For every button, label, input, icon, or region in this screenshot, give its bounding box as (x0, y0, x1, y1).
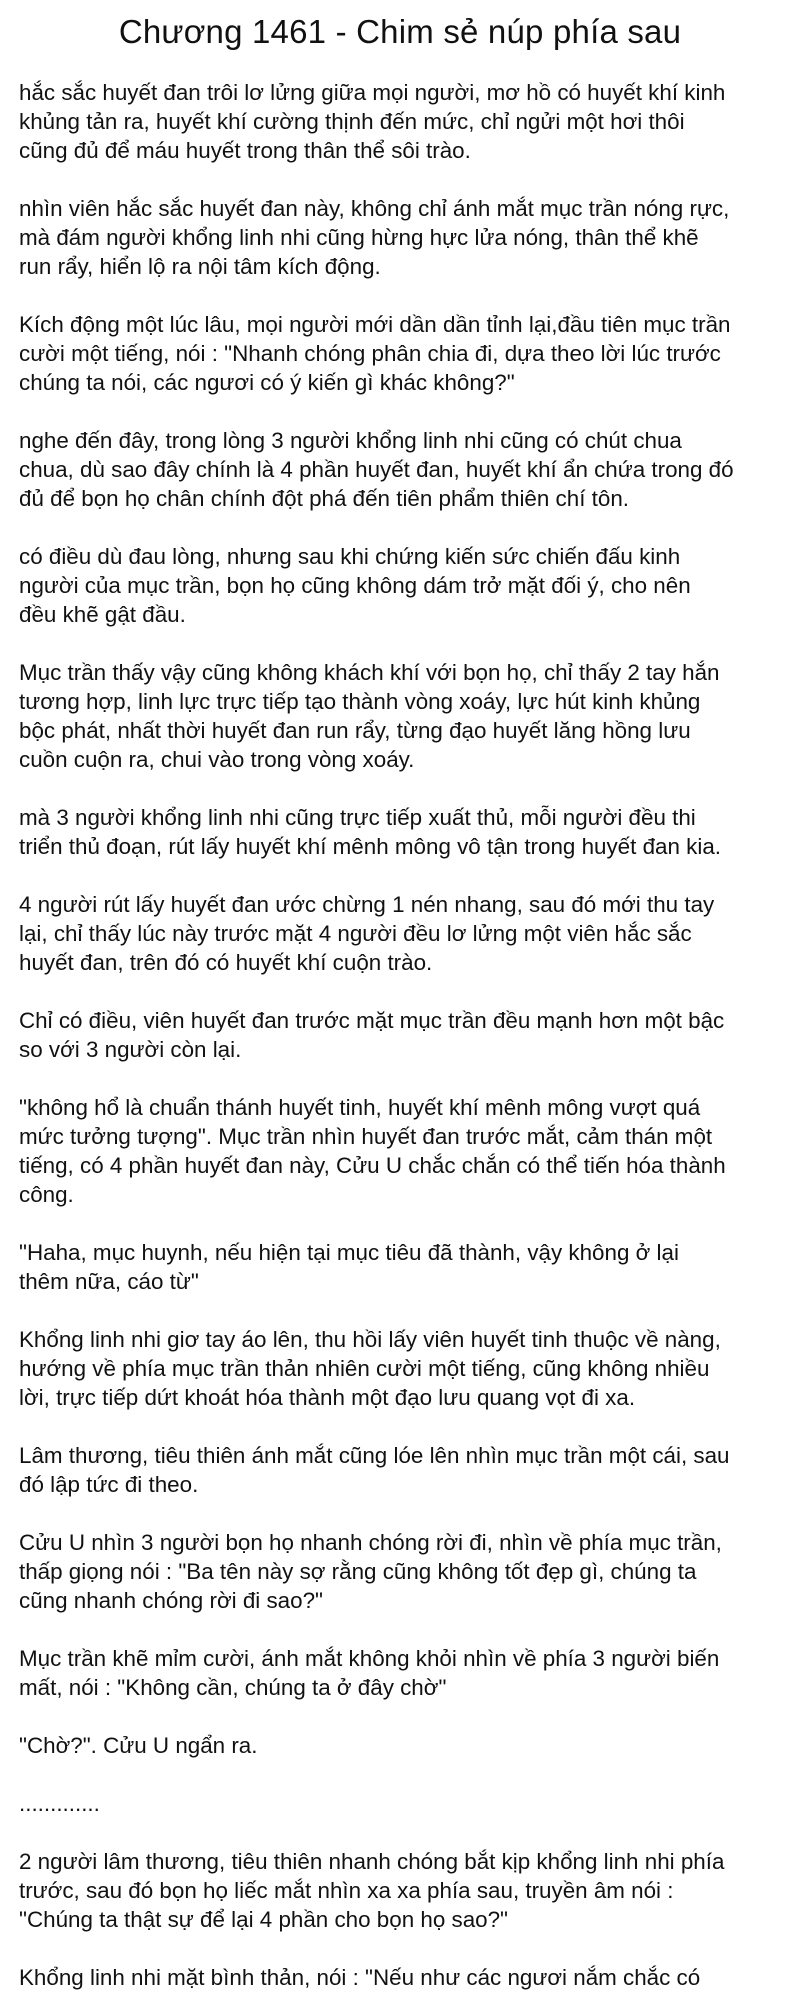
paragraph-line: hắc sắc huyết đan trôi lơ lửng giữa mọi người, mơ hồ có huyết khí kinh (19, 80, 726, 105)
paragraph (19, 1644, 786, 1702)
paragraph (19, 194, 786, 281)
paragraph-line: tiếng, có 4 phần huyết đan này, Cửu U chắc chắn có thể tiến hóa thành (19, 1153, 726, 1178)
paragraph-line: trước, sau đó bọn họ liếc mắt nhìn xa xa phía sau, truyền âm nói : (19, 1878, 674, 1903)
paragraph-line: 2 người lâm thương, tiêu thiên nhanh chóng bắt kịp khổng linh nhi phía (19, 1849, 725, 1874)
paragraph (19, 1963, 786, 1992)
chapter-body (19, 78, 786, 2000)
paragraph-line: có điều dù đau lòng, nhưng sau khi chứng kiến sức chiến đấu kinh (19, 544, 681, 569)
paragraph-line: mà 3 người khổng linh nhi cũng trực tiếp xuất thủ, mỗi người đều thi (19, 805, 696, 830)
paragraph-line: Cửu U nhìn 3 người bọn họ nhanh chóng rời đi, nhìn về phía mục trần, (19, 1530, 722, 1555)
paragraph-line: cười một tiếng, nói : "Nhanh chóng phân chia đi, dựa theo lời lúc trước (19, 341, 721, 366)
paragraph-line: Lâm thương, tiêu thiên ánh mắt cũng lóe lên nhìn mục trần một cái, sau (19, 1443, 730, 1468)
paragraph (19, 1238, 786, 1296)
paragraph (19, 1093, 786, 1209)
paragraph-line: triển thủ đoạn, rút lấy huyết khí mênh mông vô tận trong huyết đan kia. (19, 834, 722, 859)
paragraph (19, 1789, 786, 1818)
paragraph (19, 890, 786, 977)
paragraph-line: bộc phát, nhất thời huyết đan run rẩy, từng đạo huyết lăng hồng lưu (19, 718, 691, 743)
paragraph-line: đó lập tức đi theo. (19, 1472, 199, 1497)
paragraph-line: công. (19, 1182, 74, 1207)
paragraph-line: Khổng linh nhi mặt bình thản, nói : "Nếu như các ngươi nắm chắc có (19, 1965, 701, 1990)
paragraph-line: cũng đủ để máu huyết trong thân thể sôi trào. (19, 138, 471, 163)
paragraph (19, 803, 786, 861)
paragraph (19, 1006, 786, 1064)
paragraph (19, 1528, 786, 1615)
paragraph-line: nhìn viên hắc sắc huyết đan này, không chỉ ánh mắt mục trần nóng rực, (19, 196, 730, 221)
paragraph-line: cuồn cuộn ra, chui vào trong vòng xoáy. (19, 747, 415, 772)
paragraph-line: Chỉ có điều, viên huyết đan trước mặt mục trần đều mạnh hơn một bậc (19, 1008, 725, 1033)
paragraph-line: đều khẽ gật đầu. (19, 602, 186, 627)
paragraph (19, 542, 786, 629)
paragraph-line: ............. (19, 1791, 100, 1816)
paragraph-line: mức tưởng tượng". Mục trần nhìn huyết đan trước mắt, cảm thán một (19, 1124, 713, 1149)
paragraph-line: run rẩy, hiển lộ ra nội tâm kích động. (19, 254, 381, 279)
paragraph-line: Kích động một lúc lâu, mọi người mới dần dần tỉnh lại,đầu tiên mục trần (19, 312, 731, 337)
paragraph-line: lời, trực tiếp dứt khoát hóa thành một đạo lưu quang vọt đi xa. (19, 1385, 636, 1410)
paragraph-line: cũng nhanh chóng rời đi sao?" (19, 1588, 323, 1613)
paragraph-line: "không hổ là chuẩn thánh huyết tinh, huyết khí mênh mông vượt quá (19, 1095, 701, 1120)
paragraph-line: hướng về phía mục trần thản nhiên cười một tiếng, cũng không nhiều (19, 1356, 710, 1381)
paragraph-line: Mục trần thấy vậy cũng không khách khí với bọn họ, chỉ thấy 2 tay hắn (19, 660, 720, 685)
paragraph (19, 1847, 786, 1934)
chapter-title: Chương 1461 - Chim sẻ núp phía sau (118, 13, 682, 50)
paragraph-line: thấp giọng nói : "Ba tên này sợ rằng cũng không tốt đẹp gì, chúng ta (19, 1559, 697, 1584)
paragraph-line: tương hợp, linh lực trực tiếp tạo thành vòng xoáy, lực hút kinh khủng (19, 689, 701, 714)
paragraph-line: 4 người rút lấy huyết đan ước chừng 1 nén nhang, sau đó mới thu tay (19, 892, 715, 917)
paragraph-line: "Haha, mục huynh, nếu hiện tại mục tiêu đã thành, vậy không ở lại (19, 1240, 679, 1265)
paragraph-line: chua, dù sao đây chính là 4 phần huyết đan, huyết khí ẩn chứa trong đó (19, 457, 734, 482)
paragraph-line: nghe đến đây, trong lòng 3 người khổng linh nhi cũng có chút chua (19, 428, 682, 453)
paragraph (19, 1731, 786, 1760)
paragraph-line: chúng ta nói, các ngươi có ý kiến gì khác không?" (19, 370, 515, 395)
paragraph-line: huyết đan, trên đó có huyết khí cuộn trào. (19, 950, 433, 975)
paragraph (19, 310, 786, 397)
paragraph-line: "Chờ?". Cửu U ngẩn ra. (19, 1733, 258, 1758)
paragraph-line: Mục trần khẽ mỉm cười, ánh mắt không khỏi nhìn về phía 3 người biến (19, 1646, 720, 1671)
paragraph-line: đủ để bọn họ chân chính đột phá đến tiên phẩm thiên chí tôn. (19, 486, 629, 511)
paragraph-line: mất, nói : "Không cần, chúng ta ở đây chờ" (19, 1675, 447, 1700)
paragraph (19, 1325, 786, 1412)
paragraph-line: so với 3 người còn lại. (19, 1037, 242, 1062)
paragraph-line: Khổng linh nhi giơ tay áo lên, thu hồi lấy viên huyết tinh thuộc về nàng, (19, 1327, 721, 1352)
paragraph (19, 658, 786, 774)
paragraph (19, 78, 786, 165)
paragraph-line: thêm nữa, cáo từ" (19, 1269, 199, 1294)
paragraph-line: lại, chỉ thấy lúc này trước mặt 4 người đều lơ lửng một viên hắc sắc (19, 921, 692, 946)
paragraph (19, 426, 786, 513)
paragraph-line: "Chúng ta thật sự để lại 4 phần cho bọn họ sao?" (19, 1907, 508, 1932)
paragraph (19, 1441, 786, 1499)
paragraph-line: người của mục trần, bọn họ cũng không dám trở mặt đối ý, cho nên (19, 573, 691, 598)
paragraph-line: mà đám người khổng linh nhi cũng hừng hực lửa nóng, thân thể khẽ (19, 225, 699, 250)
paragraph-line: khủng tản ra, huyết khí cường thịnh đến mức, chỉ ngửi một hơi thôi (19, 109, 685, 134)
